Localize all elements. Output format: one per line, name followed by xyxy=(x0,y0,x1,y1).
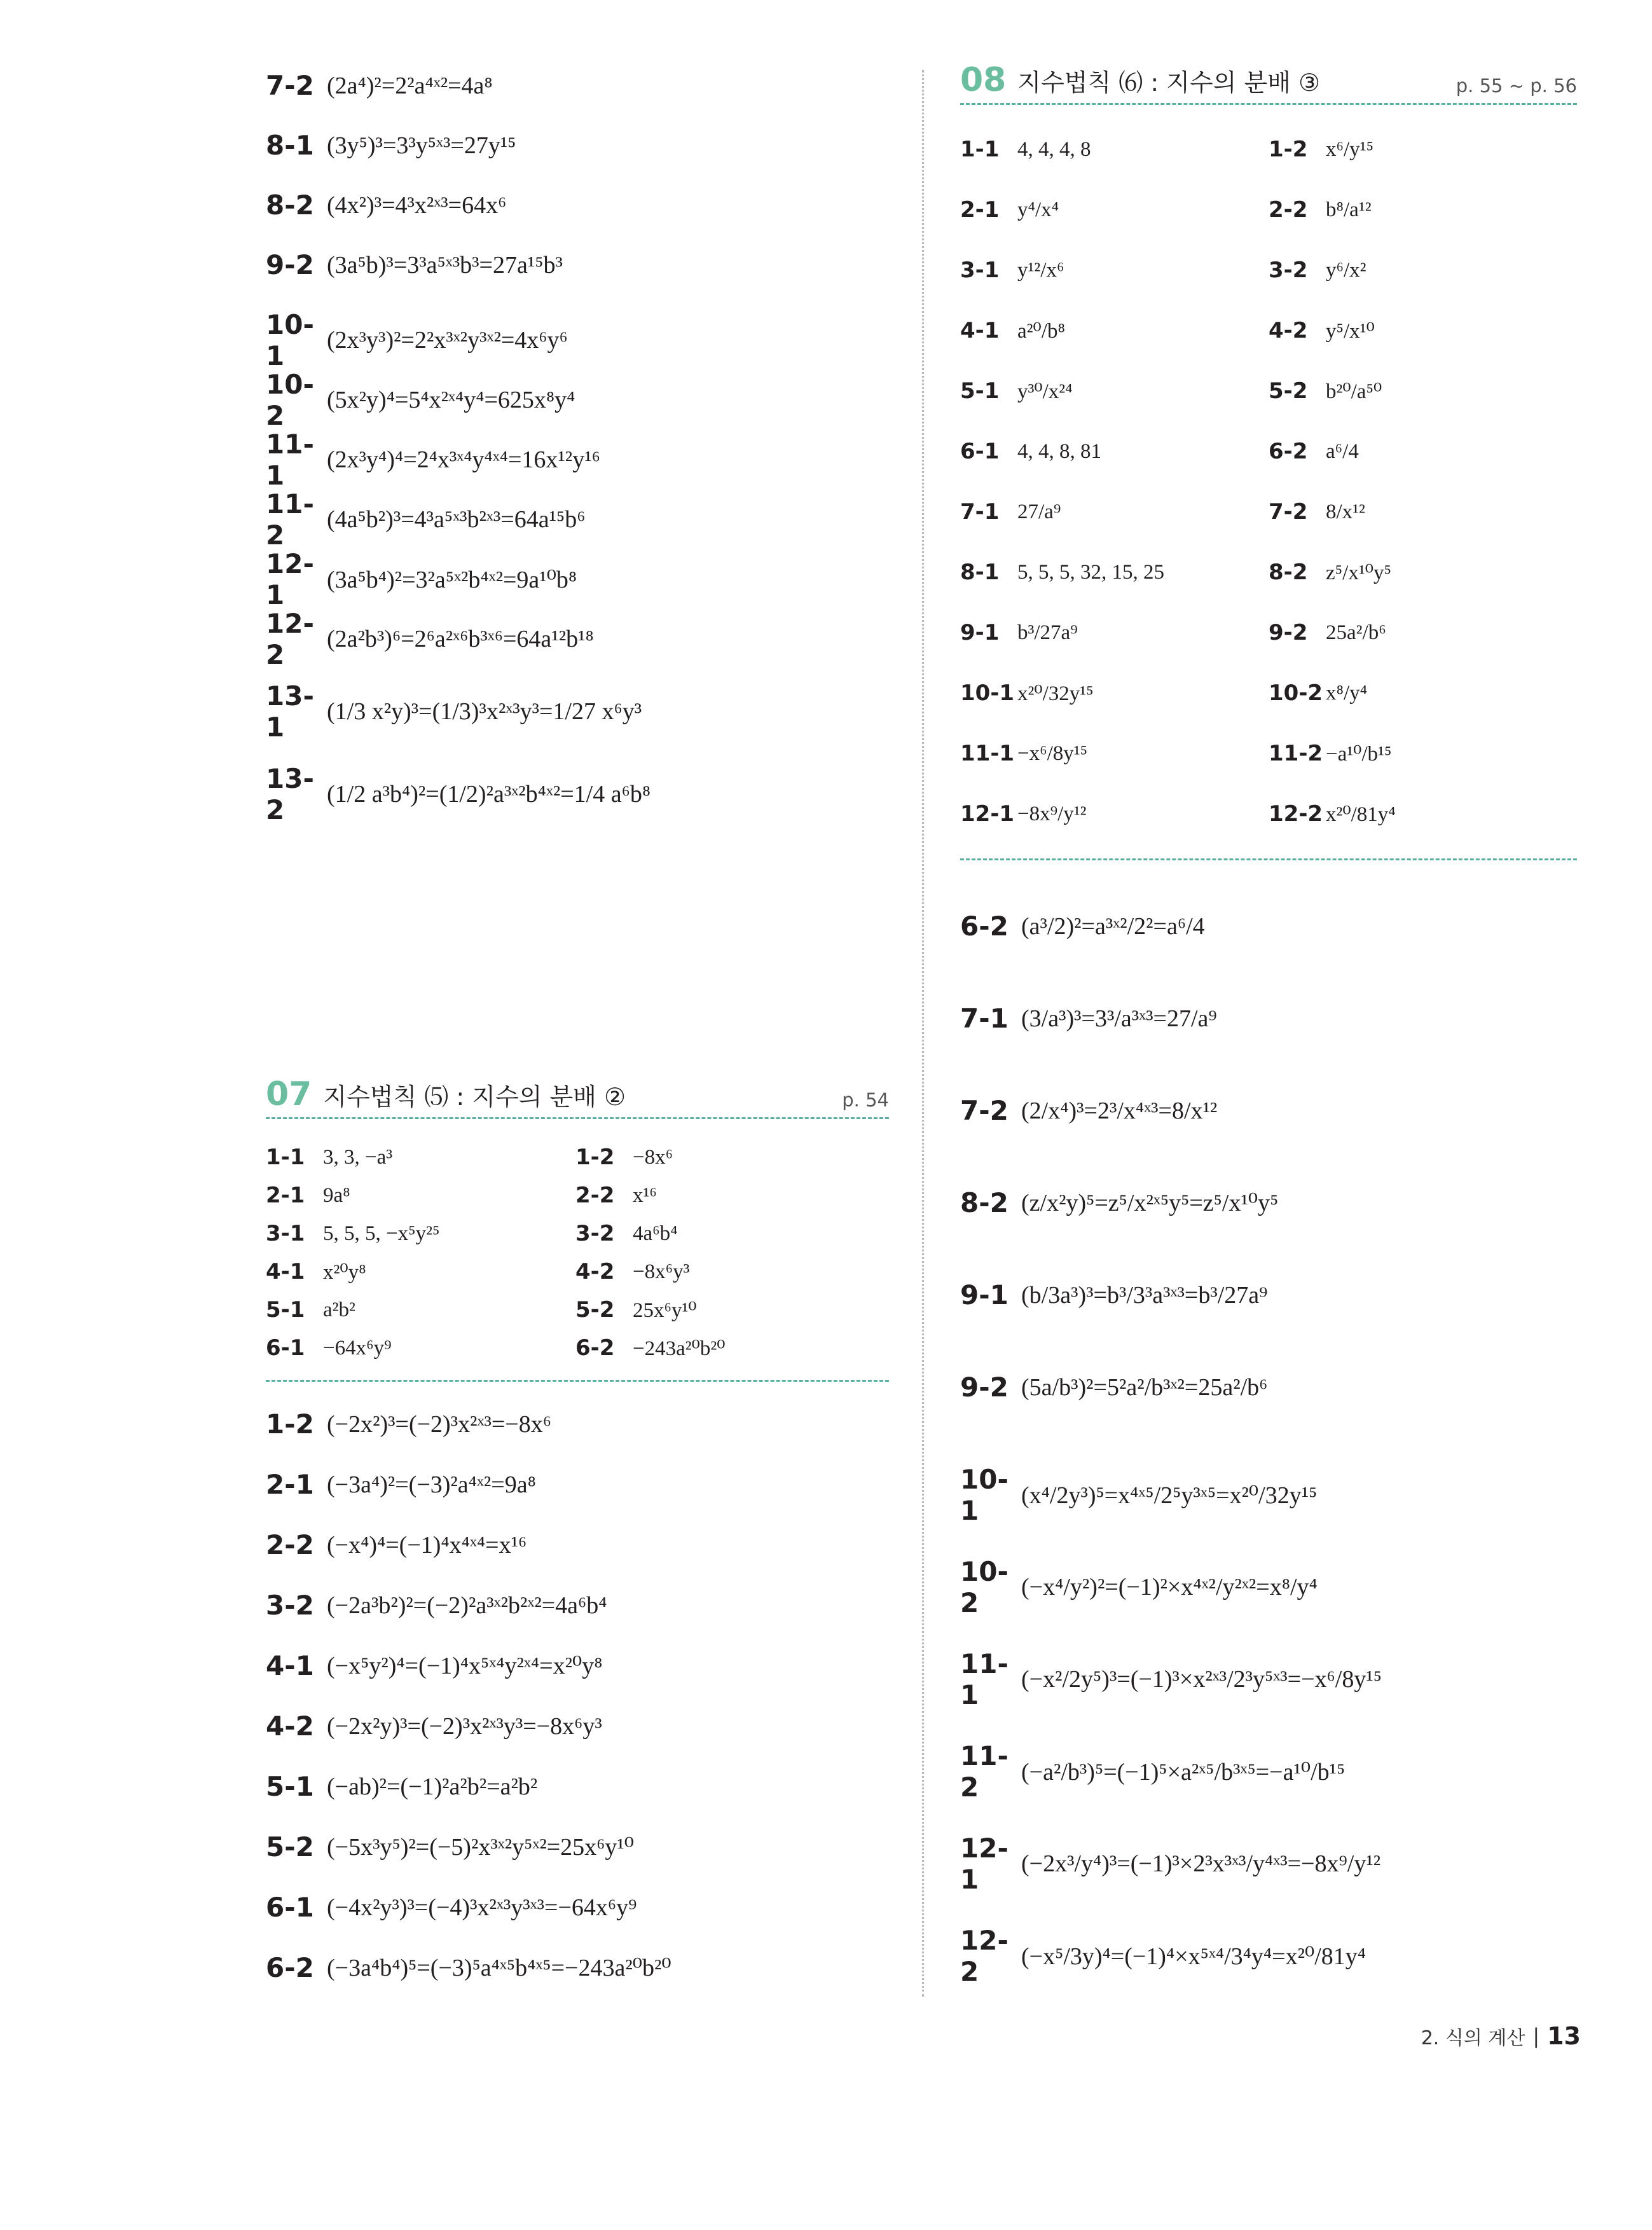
solution-expression: (2/x⁴)³=2³/x⁴ˣ³=8/x¹² xyxy=(1021,1097,1218,1124)
problem-label: 7-2 xyxy=(960,1095,1008,1126)
answer: −x⁶/8y¹⁵ xyxy=(1017,741,1088,765)
section-page-ref: p. 55 ~ p. 56 xyxy=(1456,75,1577,97)
problem-label: 12-1 xyxy=(960,1833,1008,1895)
answer: −243a²⁰b²⁰ xyxy=(633,1337,726,1360)
answer: 4a⁶b⁴ xyxy=(633,1222,678,1245)
answer: 9a⁸ xyxy=(323,1183,350,1207)
problem-label: 12-1 xyxy=(960,801,1015,827)
problem-label: 2-1 xyxy=(266,1469,314,1500)
answer: y⁴/x⁴ xyxy=(1017,198,1059,221)
answer: a²⁰/b⁸ xyxy=(1017,320,1065,343)
problem-label: 6-1 xyxy=(266,1892,314,1923)
chapter-title: 2. 식의 계산 xyxy=(1421,2027,1525,2049)
problem-label: 9-1 xyxy=(960,1279,1008,1311)
problem-label: 9-2 xyxy=(960,1372,1008,1403)
problem-label: 2-2 xyxy=(266,1529,314,1560)
answer: b⁸/a¹² xyxy=(1326,198,1372,221)
problem-label: 1-2 xyxy=(1269,137,1308,162)
problem-label: 2-1 xyxy=(266,1183,305,1208)
solution-expression: (2a⁴)²=2²a⁴ˣ²=4a⁸ xyxy=(327,72,493,99)
problem-label: 1-1 xyxy=(266,1145,305,1170)
answer: 5, 5, 5, −x⁵y²⁵ xyxy=(323,1222,440,1245)
section-08-header xyxy=(960,61,1577,105)
problem-label: 4-2 xyxy=(575,1259,615,1284)
section-07-divider xyxy=(266,1380,889,1382)
answer: y³⁰/x²⁴ xyxy=(1017,380,1073,403)
problem-label: 3-2 xyxy=(575,1221,615,1246)
page-number: 13 xyxy=(1547,2022,1581,2050)
answer: 8/x¹² xyxy=(1326,500,1365,523)
problem-label: 6-1 xyxy=(960,439,1000,464)
problem-label: 8-2 xyxy=(960,1187,1008,1218)
problem-label: 3-1 xyxy=(266,1221,305,1246)
problem-label: 3-1 xyxy=(960,258,1000,283)
problem-label: 11-2 xyxy=(266,488,314,551)
problem-label: 10-2 xyxy=(1269,680,1323,706)
problem-label: 12-2 xyxy=(1269,801,1323,827)
solution-expression: (2x³y⁴)⁴=2⁴x³ˣ⁴y⁴ˣ⁴=16x¹²y¹⁶ xyxy=(327,446,600,473)
problem-label: 10-1 xyxy=(266,309,314,371)
section-title: 지수법칙 ⑸ : 지수의 분배 ② xyxy=(323,1083,626,1112)
answer: 3, 3, −a³ xyxy=(323,1145,393,1169)
problem-label: 5-1 xyxy=(266,1297,305,1323)
problem-label: 12-2 xyxy=(960,1925,1008,1987)
section-08-divider xyxy=(960,858,1577,860)
problem-label: 11-1 xyxy=(266,429,314,491)
solution-expression: (3/a³)³=3³/a³ˣ³=27/a⁹ xyxy=(1021,1005,1217,1032)
solution-expression: (−2x²y)³=(−2)³x²ˣ³y³=−8x⁶y³ xyxy=(327,1712,602,1740)
problem-label: 4-1 xyxy=(266,1259,305,1284)
solution-expression: (4x²)³=4³x²ˣ³=64x⁶ xyxy=(327,191,507,219)
answer: 5, 5, 5, 32, 15, 25 xyxy=(1017,560,1164,584)
problem-label: 6-1 xyxy=(266,1335,305,1361)
section-title: 지수법칙 ⑹ : 지수의 분배 ③ xyxy=(1017,69,1321,97)
problem-label: 8-1 xyxy=(266,130,314,161)
problem-label: 6-2 xyxy=(266,1952,314,1983)
solution-expression: (−4x²y³)³=(−4)³x²ˣ³y³ˣ³=−64x⁶y⁹ xyxy=(327,1894,637,1921)
column-divider xyxy=(922,70,924,1997)
problem-label: 11-1 xyxy=(960,1648,1008,1710)
solution-expression: (a³/2)²=a³ˣ²/2²=a⁶/4 xyxy=(1021,912,1205,940)
solution-expression: (−x²/2y⁵)³=(−1)³×x²ˣ³/2³y⁵ˣ³=−x⁶/8y¹⁵ xyxy=(1021,1666,1382,1693)
problem-label: 7-1 xyxy=(960,499,1000,525)
solution-expression: (−2x²)³=(−2)³x²ˣ³=−8x⁶ xyxy=(327,1410,551,1438)
problem-label: 1-2 xyxy=(575,1145,615,1170)
solution-expression: (−2a³b²)²=(−2)²a³ˣ²b²ˣ²=4a⁶b⁴ xyxy=(327,1592,607,1619)
section-page-ref: p. 54 xyxy=(842,1089,889,1111)
problem-label: 7-2 xyxy=(266,70,314,101)
answer: −8x⁶ xyxy=(633,1145,673,1169)
answer: −64x⁶y⁹ xyxy=(323,1336,392,1359)
problem-label: 3-2 xyxy=(1269,258,1308,283)
answer: −8x⁶y³ xyxy=(633,1260,690,1283)
answer: −a¹⁰/b¹⁵ xyxy=(1326,743,1392,766)
solution-expression: (5x²y)⁴=5⁴x²ˣ⁴y⁴=625x⁸y⁴ xyxy=(327,387,575,413)
solution-expression: (−ab)²=(−1)²a²b²=a²b² xyxy=(327,1773,538,1800)
problem-label: 1-1 xyxy=(960,137,1000,162)
answer: a²b² xyxy=(323,1298,355,1321)
problem-label: 8-2 xyxy=(1269,560,1308,585)
problem-label: 11-2 xyxy=(1269,741,1323,766)
problem-label: 13-2 xyxy=(266,763,314,825)
answer: x⁶/y¹⁵ xyxy=(1326,137,1374,161)
solution-expression: (−x⁴)⁴=(−1)⁴x⁴ˣ⁴=x¹⁶ xyxy=(327,1531,527,1559)
solution-expression: (4a⁵b²)³=4³a⁵ˣ³b²ˣ³=64a¹⁵b⁶ xyxy=(327,506,586,533)
answer: y⁵/x¹⁰ xyxy=(1326,320,1375,343)
problem-label: 10-2 xyxy=(960,1556,1008,1618)
problem-label: 7-1 xyxy=(960,1003,1008,1034)
solution-expression: (−2x³/y⁴)³=(−1)³×2³x³ˣ³/y⁴ˣ³=−8x⁹/y¹² xyxy=(1021,1850,1381,1877)
solution-expression: (x⁴/2y³)⁵=x⁴ˣ⁵/2⁵y³ˣ⁵=x²⁰/32y¹⁵ xyxy=(1021,1482,1318,1509)
problem-label: 2-2 xyxy=(1269,197,1308,223)
problem-label: 7-2 xyxy=(1269,499,1308,525)
answer: b²⁰/a⁵⁰ xyxy=(1326,380,1382,403)
problem-label: 5-2 xyxy=(1269,378,1308,404)
solution-expression: (b/3a³)³=b³/3³a³ˣ³=b³/27a⁹ xyxy=(1021,1281,1268,1309)
problem-label: 4-2 xyxy=(266,1710,314,1742)
problem-label: 10-2 xyxy=(266,369,314,431)
answer: 25x⁶y¹⁰ xyxy=(633,1299,697,1322)
page-footer xyxy=(1421,2022,1581,2050)
problem-label: 13-1 xyxy=(266,680,314,743)
answer: 25a²/b⁶ xyxy=(1326,621,1386,644)
solution-expression: (1/2 a³b⁴)²=(1/2)²a³ˣ²b⁴ˣ²=1/4 a⁶b⁸ xyxy=(327,781,651,808)
problem-label: 8-2 xyxy=(266,189,314,221)
problem-label: 5-1 xyxy=(960,378,1000,404)
problem-label: 4-2 xyxy=(1269,318,1308,343)
solution-expression: (z/x²y)⁵=z⁵/x²ˣ⁵y⁵=z⁵/x¹⁰y⁵ xyxy=(1021,1190,1279,1216)
problem-label: 11-2 xyxy=(960,1740,1008,1803)
answer: z⁵/x¹⁰y⁵ xyxy=(1326,561,1391,584)
solution-expression: (3a⁵b⁴)²=3²a⁵ˣ²b⁴ˣ²=9a¹⁰b⁸ xyxy=(327,566,577,593)
solution-expression: (−x⁵y²)⁴=(−1)⁴x⁵ˣ⁴y²ˣ⁴=x²⁰y⁸ xyxy=(327,1653,603,1679)
solution-expression: (−x⁵/3y)⁴=(−1)⁴×x⁵ˣ⁴/3⁴y⁴=x²⁰/81y⁴ xyxy=(1021,1943,1366,1970)
answer: x²⁰y⁸ xyxy=(323,1261,366,1284)
problem-label: 11-1 xyxy=(960,741,1015,766)
problem-label: 6-2 xyxy=(960,911,1008,942)
problem-label: 9-1 xyxy=(960,620,1000,645)
problem-label: 9-2 xyxy=(266,249,314,280)
section-number: 08 xyxy=(960,61,1007,99)
solution-expression: (−3a⁴)²=(−3)²a⁴ˣ²=9a⁸ xyxy=(327,1471,536,1498)
answer: x²⁰/81y⁴ xyxy=(1326,803,1396,826)
answer: 4, 4, 8, 81 xyxy=(1017,439,1101,463)
problem-label: 5-1 xyxy=(266,1771,314,1802)
problem-label: 10-1 xyxy=(960,680,1015,706)
solution-expression: (−x⁴/y²)²=(−1)²×x⁴ˣ²/y²ˣ²=x⁸/y⁴ xyxy=(1021,1574,1318,1600)
answer: y¹²/x⁶ xyxy=(1017,258,1064,282)
solution-expression: (−5x³y⁵)²=(−5)²x³ˣ²y⁵ˣ²=25x⁶y¹⁰ xyxy=(327,1834,635,1861)
solution-expression: (−a²/b³)⁵=(−1)⁵×a²ˣ⁵/b³ˣ⁵=−a¹⁰/b¹⁵ xyxy=(1021,1758,1346,1786)
problem-label: 1-2 xyxy=(266,1408,314,1440)
answer: −8x⁹/y¹² xyxy=(1017,802,1087,825)
problem-label: 9-2 xyxy=(1269,620,1308,645)
solution-expression: (1/3 x²y)³=(1/3)³x²ˣ³y³=1/27 x⁶y³ xyxy=(327,698,642,725)
problem-label: 2-1 xyxy=(960,197,1000,223)
solution-expression: (3y⁵)³=3³y⁵ˣ³=27y¹⁵ xyxy=(327,132,516,159)
problem-label: 6-2 xyxy=(1269,439,1308,464)
answer: x²⁰/32y¹⁵ xyxy=(1017,682,1094,705)
answer: b³/27a⁹ xyxy=(1017,621,1078,644)
solution-expression: (5a/b³)²=5²a²/b³ˣ²=25a²/b⁶ xyxy=(1021,1373,1268,1401)
problem-label: 2-2 xyxy=(575,1183,615,1208)
problem-label: 12-1 xyxy=(266,548,314,610)
footer-separator: | xyxy=(1532,2024,1540,2048)
answer: x⁸/y⁴ xyxy=(1326,681,1368,705)
section-07-header xyxy=(266,1075,889,1119)
problem-label: 5-2 xyxy=(266,1831,314,1862)
solution-expression: (−3a⁴b⁴)⁵=(−3)⁵a⁴ˣ⁵b⁴ˣ⁵=−243a²⁰b²⁰ xyxy=(327,1955,671,1981)
problem-label: 10-1 xyxy=(960,1464,1008,1526)
answer: 4, 4, 4, 8 xyxy=(1017,137,1091,161)
problem-label: 5-2 xyxy=(575,1297,615,1323)
problem-label: 4-1 xyxy=(266,1650,314,1681)
problem-label: 12-2 xyxy=(266,608,314,670)
answer: 27/a⁹ xyxy=(1017,500,1061,523)
problem-label: 8-1 xyxy=(960,560,1000,585)
problem-label: 4-1 xyxy=(960,318,1000,343)
section-number: 07 xyxy=(266,1075,312,1113)
answer: a⁶/4 xyxy=(1326,439,1359,463)
solution-expression: (2a²b³)⁶=2⁶a²ˣ⁶b³ˣ⁶=64a¹²b¹⁸ xyxy=(327,626,594,652)
problem-label: 3-2 xyxy=(266,1590,314,1621)
solution-expression: (3a⁵b)³=3³a⁵ˣ³b³=27a¹⁵b³ xyxy=(327,251,563,279)
answer: x¹⁶ xyxy=(633,1183,657,1207)
problem-label: 6-2 xyxy=(575,1335,615,1361)
solution-expression: (2x³y³)²=2²x³ˣ²y³ˣ²=4x⁶y⁶ xyxy=(327,327,568,354)
answer: y⁶/x² xyxy=(1326,258,1366,282)
